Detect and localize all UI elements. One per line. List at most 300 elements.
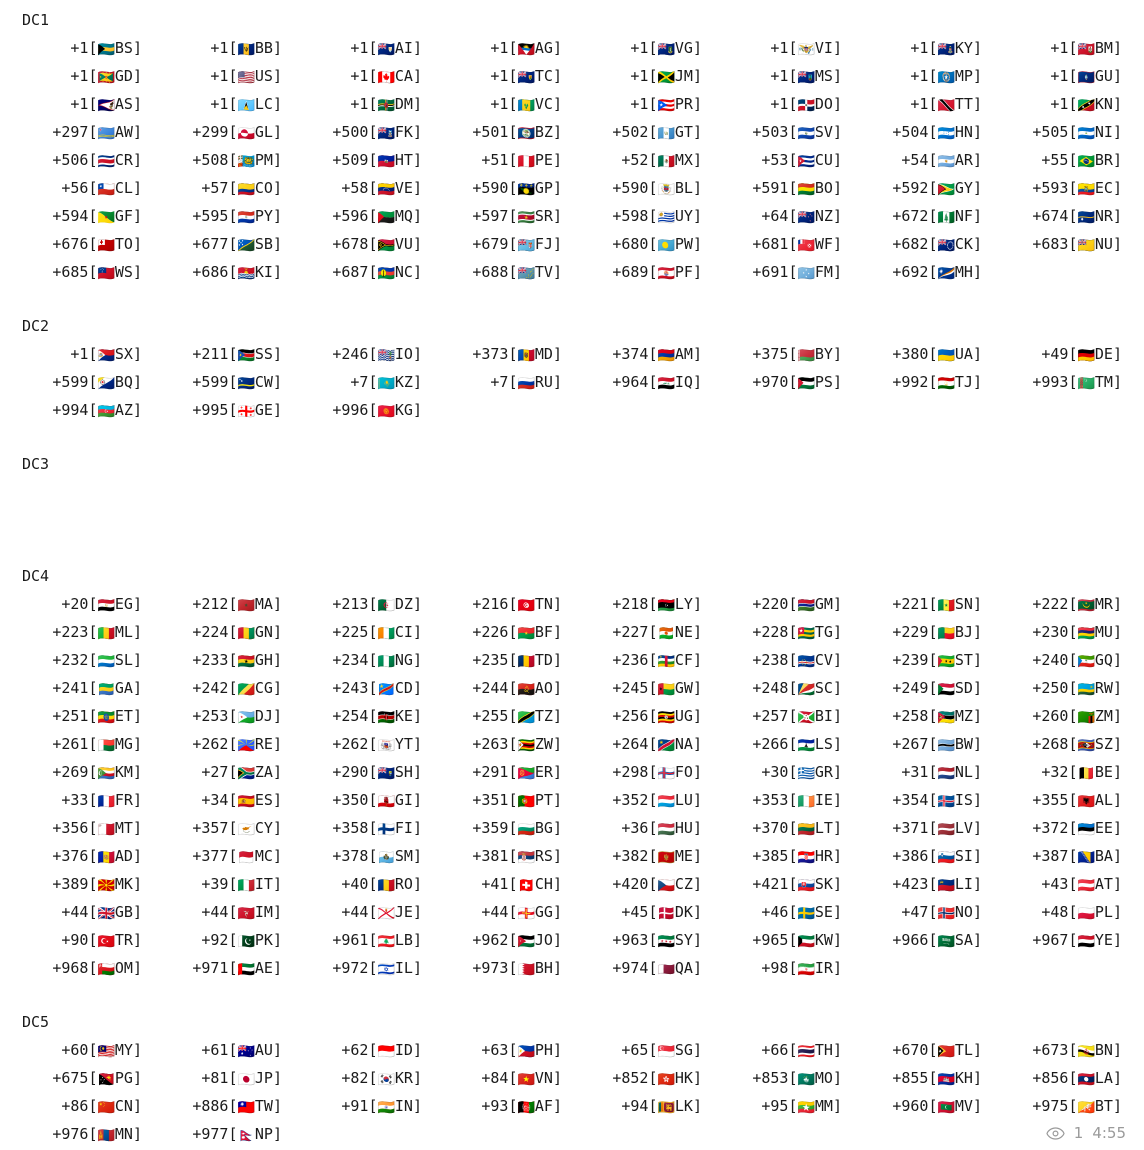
country-code-item[interactable] xyxy=(862,258,1002,286)
country-code-item[interactable] xyxy=(442,202,582,230)
country-code-item[interactable] xyxy=(162,674,302,702)
country-code-item[interactable] xyxy=(162,842,302,870)
dial-code: +855 xyxy=(892,1069,929,1087)
country-code-item[interactable] xyxy=(1002,786,1142,814)
country-code-item[interactable] xyxy=(442,898,582,926)
country-code-item[interactable] xyxy=(722,870,862,898)
country-code-item[interactable] xyxy=(22,926,162,954)
country-code-item[interactable] xyxy=(22,62,162,90)
country-code-item[interactable] xyxy=(162,590,302,618)
dial-code: +389 xyxy=(52,875,89,893)
bracket-open: [ xyxy=(1068,931,1078,949)
country-code-item[interactable] xyxy=(302,674,442,702)
country-code-item[interactable] xyxy=(582,368,722,396)
country-code-item[interactable] xyxy=(302,618,442,646)
flag-icon: 🇳🇱 xyxy=(937,766,955,782)
flag-icon: 🇱🇦 xyxy=(1077,1072,1095,1088)
flag-icon: 🇬🇶 xyxy=(1077,654,1095,670)
country-code-item[interactable] xyxy=(162,786,302,814)
country-code-item[interactable] xyxy=(302,202,442,230)
country-code-item[interactable] xyxy=(162,730,302,758)
country-code-item[interactable] xyxy=(1002,618,1142,646)
country-code-item[interactable] xyxy=(862,730,1002,758)
country-code-item[interactable] xyxy=(722,646,862,674)
country-code-item[interactable] xyxy=(582,202,722,230)
country-code-item[interactable] xyxy=(722,730,862,758)
country-code-item[interactable] xyxy=(582,230,722,258)
country-code-item[interactable] xyxy=(582,90,722,118)
country-code-item[interactable] xyxy=(722,618,862,646)
country-code-item[interactable] xyxy=(442,618,582,646)
country-code-item[interactable] xyxy=(1002,34,1142,62)
country-code-item[interactable] xyxy=(302,258,442,286)
flag-icon: 🇹🇨 xyxy=(517,70,535,86)
country-code-item[interactable] xyxy=(162,646,302,674)
country-code-item[interactable] xyxy=(22,618,162,646)
country-code-item[interactable] xyxy=(862,842,1002,870)
country-code-item[interactable] xyxy=(302,118,442,146)
bracket-open: [ xyxy=(368,1097,378,1115)
country-code-item[interactable] xyxy=(582,146,722,174)
country-code-item[interactable] xyxy=(1002,368,1142,396)
country-code-item[interactable] xyxy=(162,340,302,368)
country-code-item[interactable] xyxy=(862,118,1002,146)
country-code-item[interactable] xyxy=(442,1036,582,1064)
country-code-item[interactable] xyxy=(722,674,862,702)
country-code-item[interactable] xyxy=(22,758,162,786)
country-code-item[interactable] xyxy=(302,926,442,954)
country-code-item[interactable] xyxy=(1002,646,1142,674)
country-code-item[interactable] xyxy=(162,618,302,646)
country-code-item[interactable] xyxy=(162,1064,302,1092)
country-code-item[interactable] xyxy=(22,814,162,842)
country-code-item[interactable] xyxy=(582,174,722,202)
flag-icon: 🇮🇷 xyxy=(797,962,815,978)
country-code-item[interactable] xyxy=(442,870,582,898)
country-code-item[interactable] xyxy=(442,674,582,702)
country-code-item[interactable] xyxy=(162,174,302,202)
country-code-item[interactable] xyxy=(722,340,862,368)
country-code-item[interactable] xyxy=(722,146,862,174)
country-code-item[interactable] xyxy=(302,870,442,898)
country-code-item[interactable] xyxy=(22,90,162,118)
country-code-item[interactable] xyxy=(722,702,862,730)
flag-icon: 🇧🇾 xyxy=(797,348,815,364)
bracket-open: [ xyxy=(368,623,378,641)
country-code-item[interactable] xyxy=(442,1064,582,1092)
country-code-item[interactable] xyxy=(442,786,582,814)
country-code-item[interactable] xyxy=(1002,674,1142,702)
country-code-item[interactable] xyxy=(162,954,302,982)
country-code-item[interactable] xyxy=(582,590,722,618)
country-code-item[interactable] xyxy=(162,62,302,90)
country-code-item[interactable] xyxy=(442,926,582,954)
country-code-item[interactable] xyxy=(162,396,302,424)
dial-code: +509 xyxy=(332,151,369,169)
country-code-item[interactable] xyxy=(302,1036,442,1064)
country-code-item[interactable] xyxy=(862,62,1002,90)
country-iso-code: ZA xyxy=(254,763,273,781)
country-code-item[interactable] xyxy=(22,396,162,424)
country-code-item[interactable] xyxy=(442,814,582,842)
country-code-item[interactable] xyxy=(722,34,862,62)
bracket-close: ] xyxy=(412,179,422,197)
country-code-item[interactable] xyxy=(1002,118,1142,146)
dial-code: +66 xyxy=(761,1041,789,1059)
country-code-item[interactable] xyxy=(582,340,722,368)
country-code-item[interactable] xyxy=(22,230,162,258)
country-code-item[interactable] xyxy=(582,34,722,62)
country-code-item[interactable] xyxy=(722,202,862,230)
bracket-open: [ xyxy=(508,735,518,753)
country-code-item[interactable] xyxy=(862,1036,1002,1064)
country-code-item[interactable] xyxy=(22,870,162,898)
country-code-item[interactable] xyxy=(1002,230,1142,258)
country-code-item[interactable] xyxy=(1002,202,1142,230)
country-code-item[interactable] xyxy=(162,202,302,230)
group-title: DC4 xyxy=(22,567,50,585)
country-code-item[interactable] xyxy=(302,1092,442,1120)
country-code-item[interactable] xyxy=(862,898,1002,926)
country-code-item[interactable] xyxy=(582,62,722,90)
country-code-item[interactable] xyxy=(862,146,1002,174)
bracket-close: ] xyxy=(832,179,842,197)
country-code-item[interactable] xyxy=(862,702,1002,730)
country-code-item[interactable] xyxy=(862,926,1002,954)
dial-code: +41 xyxy=(481,875,509,893)
country-code-item[interactable] xyxy=(302,702,442,730)
country-code-item[interactable] xyxy=(302,62,442,90)
country-iso-code: CR xyxy=(114,151,133,169)
country-code-item[interactable] xyxy=(302,646,442,674)
country-code-item[interactable] xyxy=(302,174,442,202)
country-code-item[interactable] xyxy=(162,898,302,926)
country-code-item[interactable] xyxy=(302,898,442,926)
country-code-item[interactable] xyxy=(582,1092,722,1120)
bracket-close: ] xyxy=(272,345,282,363)
country-iso-code: RE xyxy=(254,735,273,753)
bracket-open: [ xyxy=(928,207,938,225)
country-code-item[interactable] xyxy=(722,954,862,982)
country-iso-code: KN xyxy=(1094,95,1113,113)
bracket-close: ] xyxy=(692,679,702,697)
country-code-item[interactable] xyxy=(1002,1064,1142,1092)
bracket-open: [ xyxy=(1068,819,1078,837)
country-code-item[interactable] xyxy=(22,202,162,230)
flag-icon: 🇮🇶 xyxy=(657,376,675,392)
country-code-item[interactable] xyxy=(582,1064,722,1092)
country-code-item[interactable] xyxy=(302,340,442,368)
bracket-open: [ xyxy=(788,67,798,85)
flag-icon: 🇳🇨 xyxy=(377,266,395,282)
country-code-item[interactable] xyxy=(442,174,582,202)
flag-icon: 🇨🇻 xyxy=(797,654,815,670)
country-code-item[interactable] xyxy=(162,870,302,898)
dial-code: +264 xyxy=(612,735,649,753)
country-code-item[interactable] xyxy=(22,954,162,982)
country-code-item[interactable] xyxy=(862,646,1002,674)
country-code-item[interactable] xyxy=(1002,702,1142,730)
country-code-item[interactable] xyxy=(722,758,862,786)
country-code-item[interactable] xyxy=(862,340,1002,368)
bracket-open: [ xyxy=(788,651,798,669)
country-code-item[interactable] xyxy=(1002,62,1142,90)
country-code-item[interactable] xyxy=(582,758,722,786)
country-code-item[interactable] xyxy=(862,1092,1002,1120)
country-code-item[interactable] xyxy=(162,146,302,174)
country-code-item[interactable] xyxy=(302,34,442,62)
country-code-item[interactable] xyxy=(722,118,862,146)
country-code-item[interactable] xyxy=(722,842,862,870)
country-code-item[interactable] xyxy=(302,758,442,786)
country-code-item[interactable] xyxy=(442,954,582,982)
bracket-open: [ xyxy=(88,263,98,281)
country-iso-code: WF xyxy=(814,235,833,253)
dial-code: +32 xyxy=(1041,763,1069,781)
country-code-item[interactable] xyxy=(162,926,302,954)
bracket-close: ] xyxy=(1112,707,1122,725)
dial-code: +679 xyxy=(472,235,509,253)
dial-code: +357 xyxy=(192,819,229,837)
dial-code: +352 xyxy=(612,791,649,809)
country-code-item[interactable] xyxy=(1002,146,1142,174)
country-code-item[interactable] xyxy=(22,258,162,286)
country-code-item[interactable] xyxy=(22,730,162,758)
country-code-item[interactable] xyxy=(722,786,862,814)
country-code-item[interactable] xyxy=(862,1064,1002,1092)
country-code-item[interactable] xyxy=(722,814,862,842)
country-code-item[interactable] xyxy=(582,118,722,146)
bracket-close: ] xyxy=(272,1125,282,1143)
bracket-close: ] xyxy=(692,763,702,781)
flag-icon: 🇱🇰 xyxy=(657,1100,675,1116)
country-code-item[interactable] xyxy=(442,34,582,62)
flag-icon: 🇹🇿 xyxy=(517,710,535,726)
country-code-item[interactable] xyxy=(1002,842,1142,870)
country-code-item[interactable] xyxy=(22,646,162,674)
country-code-item[interactable] xyxy=(722,174,862,202)
country-code-item[interactable] xyxy=(582,674,722,702)
bracket-open: [ xyxy=(1068,707,1078,725)
country-code-item[interactable] xyxy=(22,1092,162,1120)
country-code-item[interactable] xyxy=(862,786,1002,814)
country-code-item[interactable] xyxy=(1002,90,1142,118)
country-code-item[interactable] xyxy=(302,814,442,842)
country-code-item[interactable] xyxy=(442,146,582,174)
dial-code: +385 xyxy=(752,847,789,865)
country-code-item[interactable] xyxy=(22,340,162,368)
country-code-item[interactable] xyxy=(862,34,1002,62)
country-code-item[interactable] xyxy=(302,1064,442,1092)
country-code-item[interactable] xyxy=(582,870,722,898)
country-code-item[interactable] xyxy=(1002,1092,1142,1120)
country-code-item[interactable] xyxy=(22,1120,162,1148)
country-code-item[interactable] xyxy=(162,1092,302,1120)
flag-icon: 🇳🇵 xyxy=(237,1128,255,1144)
dial-code: +595 xyxy=(192,207,229,225)
country-code-item[interactable] xyxy=(442,646,582,674)
country-code-item[interactable] xyxy=(1002,870,1142,898)
country-code-item[interactable] xyxy=(862,230,1002,258)
country-code-item[interactable] xyxy=(22,174,162,202)
dial-code: +257 xyxy=(752,707,789,725)
country-code-item[interactable] xyxy=(582,1036,722,1064)
country-code-item[interactable] xyxy=(442,730,582,758)
country-code-item[interactable] xyxy=(162,230,302,258)
country-code-item[interactable] xyxy=(22,1036,162,1064)
country-code-item[interactable] xyxy=(302,230,442,258)
country-code-item[interactable] xyxy=(162,34,302,62)
country-code-item[interactable] xyxy=(582,702,722,730)
country-code-item[interactable] xyxy=(582,926,722,954)
country-code-item[interactable] xyxy=(722,1092,862,1120)
flag-icon: 🇨🇱 xyxy=(97,182,115,198)
country-code-item[interactable] xyxy=(302,786,442,814)
bracket-close: ] xyxy=(412,373,422,391)
country-code-item[interactable] xyxy=(862,758,1002,786)
bracket-open: [ xyxy=(368,263,378,281)
country-code-item[interactable] xyxy=(302,590,442,618)
country-code-item[interactable] xyxy=(22,34,162,62)
country-code-item[interactable] xyxy=(1002,758,1142,786)
country-code-item[interactable] xyxy=(442,230,582,258)
country-code-item[interactable] xyxy=(582,646,722,674)
country-code-item[interactable] xyxy=(22,898,162,926)
country-code-item[interactable] xyxy=(722,590,862,618)
country-code-item[interactable] xyxy=(1002,730,1142,758)
country-code-item[interactable] xyxy=(862,870,1002,898)
country-code-item[interactable] xyxy=(1002,590,1142,618)
country-iso-code: MH xyxy=(954,263,973,281)
country-code-item[interactable] xyxy=(582,814,722,842)
bracket-close: ] xyxy=(132,345,142,363)
country-code-item[interactable] xyxy=(1002,926,1142,954)
bracket-open: [ xyxy=(228,1041,238,1059)
country-code-item[interactable] xyxy=(862,368,1002,396)
country-code-item[interactable] xyxy=(582,730,722,758)
country-code-item[interactable] xyxy=(1002,814,1142,842)
country-code-item[interactable] xyxy=(722,1036,862,1064)
bracket-close: ] xyxy=(1112,207,1122,225)
country-iso-code: TZ xyxy=(534,707,553,725)
country-code-item[interactable] xyxy=(442,340,582,368)
country-code-item[interactable] xyxy=(22,1064,162,1092)
country-code-item[interactable] xyxy=(442,118,582,146)
country-code-item[interactable] xyxy=(582,258,722,286)
bracket-open: [ xyxy=(368,67,378,85)
country-code-item[interactable] xyxy=(862,202,1002,230)
country-code-item[interactable] xyxy=(442,842,582,870)
country-code-item[interactable] xyxy=(442,258,582,286)
country-code-item[interactable] xyxy=(442,90,582,118)
flag-icon: 🇲🇲 xyxy=(797,1100,815,1116)
country-code-item[interactable] xyxy=(302,730,442,758)
country-code-item[interactable] xyxy=(862,90,1002,118)
dial-code: +48 xyxy=(1041,903,1069,921)
country-code-item[interactable] xyxy=(582,898,722,926)
country-code-item[interactable] xyxy=(22,674,162,702)
country-code-item[interactable] xyxy=(722,258,862,286)
country-code-item[interactable] xyxy=(1002,898,1142,926)
country-code-item[interactable] xyxy=(162,118,302,146)
flag-icon: 🇨🇼 xyxy=(237,376,255,392)
country-code-item[interactable] xyxy=(162,814,302,842)
flag-icon: 🇸🇨 xyxy=(797,682,815,698)
country-code-item[interactable] xyxy=(162,1036,302,1064)
country-code-item[interactable] xyxy=(722,230,862,258)
country-code-item[interactable] xyxy=(22,590,162,618)
bracket-close: ] xyxy=(412,1097,422,1115)
country-code-item[interactable] xyxy=(442,590,582,618)
country-code-item[interactable] xyxy=(22,842,162,870)
country-code-item[interactable] xyxy=(1002,174,1142,202)
country-code-item[interactable] xyxy=(162,258,302,286)
country-code-item[interactable] xyxy=(862,814,1002,842)
country-code-item[interactable] xyxy=(302,146,442,174)
country-code-item[interactable] xyxy=(862,174,1002,202)
flag-icon: 🇬🇬 xyxy=(517,906,535,922)
country-code-item[interactable] xyxy=(442,1092,582,1120)
country-code-item[interactable] xyxy=(22,146,162,174)
country-code-item[interactable] xyxy=(302,396,442,424)
country-code-item[interactable] xyxy=(302,368,442,396)
bracket-close: ] xyxy=(692,791,702,809)
country-code-item[interactable] xyxy=(722,90,862,118)
country-code-item[interactable] xyxy=(162,758,302,786)
country-iso-code: CA xyxy=(394,67,413,85)
country-iso-code: AG xyxy=(534,39,553,57)
bracket-close: ] xyxy=(132,151,142,169)
country-code-item[interactable] xyxy=(302,842,442,870)
country-code-item[interactable] xyxy=(722,898,862,926)
country-code-item[interactable] xyxy=(862,674,1002,702)
country-code-item[interactable] xyxy=(722,1064,862,1092)
country-code-item[interactable] xyxy=(442,758,582,786)
country-code-item[interactable] xyxy=(582,954,722,982)
country-code-item[interactable] xyxy=(162,368,302,396)
country-code-item[interactable] xyxy=(302,954,442,982)
country-code-item[interactable] xyxy=(302,90,442,118)
country-code-item[interactable] xyxy=(442,702,582,730)
country-code-item[interactable] xyxy=(722,368,862,396)
country-code-item[interactable] xyxy=(22,786,162,814)
bracket-open: [ xyxy=(648,207,658,225)
dial-code: +963 xyxy=(612,931,649,949)
bracket-open: [ xyxy=(88,67,98,85)
country-code-item[interactable] xyxy=(582,842,722,870)
country-code-item[interactable] xyxy=(722,62,862,90)
bracket-close: ] xyxy=(832,623,842,641)
country-code-item[interactable] xyxy=(862,590,1002,618)
country-code-item[interactable] xyxy=(862,618,1002,646)
country-iso-code: NI xyxy=(1094,123,1113,141)
bracket-open: [ xyxy=(368,235,378,253)
country-code-item[interactable] xyxy=(22,368,162,396)
country-code-item[interactable] xyxy=(582,618,722,646)
dial-code: +226 xyxy=(472,623,509,641)
country-code-item[interactable] xyxy=(442,62,582,90)
country-code-item[interactable] xyxy=(582,786,722,814)
country-code-item[interactable] xyxy=(22,702,162,730)
country-code-item[interactable] xyxy=(22,118,162,146)
country-code-item[interactable] xyxy=(162,702,302,730)
country-code-item[interactable] xyxy=(1002,340,1142,368)
country-code-item[interactable] xyxy=(442,368,582,396)
country-code-item[interactable] xyxy=(162,90,302,118)
country-code-item[interactable] xyxy=(162,1120,302,1148)
country-code-item[interactable] xyxy=(722,926,862,954)
country-code-item[interactable] xyxy=(1002,1036,1142,1064)
